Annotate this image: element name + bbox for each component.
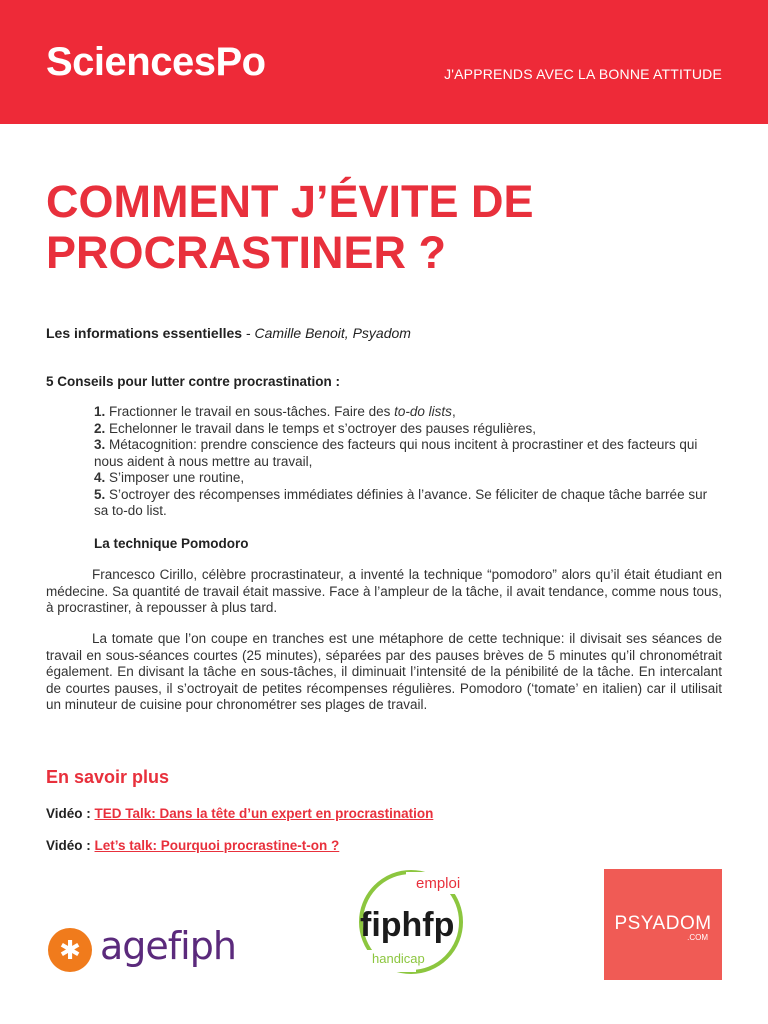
tip-text: Métacognition: prendre conscience des facteurs qui nous incitent à procrastiner et des facteurs qui nous aident à nous mettre au travail, — [94, 437, 698, 469]
tip-number: 3. — [94, 437, 106, 452]
header-tagline: J'APPRENDS AVEC LA BONNE ATTITUDE — [444, 66, 722, 82]
tip-item — [94, 470, 720, 487]
agefiph-logo — [48, 920, 248, 980]
sciencespo-logo: SciencesPo — [46, 40, 266, 84]
tip-text: Fractionner le travail en sous-tâches. Faire des — [105, 404, 395, 419]
video-label: Vidéo : — [46, 806, 95, 821]
tip-number: 5. — [94, 486, 106, 502]
tips-intro: 5 Conseils pour lutter contre procrastination : — [46, 374, 341, 389]
tip-text: Echelonner le travail dans le temps et s’octroyer des pauses régulières, — [105, 420, 536, 436]
agefiph-figure-icon: ✱ — [48, 928, 92, 972]
title-line-2: PROCRASTINER ? — [46, 227, 447, 278]
tips-list — [94, 404, 720, 520]
tip-item — [94, 421, 720, 438]
tip-emphasis: to-do lists — [394, 404, 452, 419]
fiphfp-bottom-text: handicap — [372, 951, 425, 966]
psyadom-wordmark: PSYADOM — [614, 913, 712, 934]
fiphfp-main-text: fiphfp — [360, 906, 455, 944]
tip-item — [94, 437, 720, 470]
tip-text: S’imposer une routine, — [105, 470, 245, 485]
tip-number: 2. — [94, 420, 106, 436]
byline-author: Camille Benoit, Psyadom — [254, 325, 411, 341]
psyadom-suffix: .COM — [687, 933, 708, 942]
video-label: Vidéo : — [46, 838, 95, 853]
tip-item — [94, 404, 720, 421]
psyadom-logo — [604, 869, 722, 980]
tip-item — [94, 487, 720, 520]
more-heading: En savoir plus — [46, 767, 170, 787]
tip-number: 4. — [94, 470, 106, 485]
agefiph-wordmark: agefiph — [100, 924, 236, 968]
ted-talk-link[interactable]: TED Talk: Dans la tête d’un expert en procrastination — [94, 806, 434, 821]
technique-paragraph-2: La tomate que l’on coupe en tranches est une métaphore de cette technique: il divisait ses séances de travail en sous-séances courtes (25 minutes), séparées par des pauses brèves de 5 minutes qu’il chronométrait également. En divisant la tâche en sous-tâches, il diminuait l’intensité de la pénibilité de la tâche. En intercalant de courtes pauses, il s’octroyait de petites récompenses régulières. Pomodoro (‘tomate’ en italien) car il utilisait un minuteur de cuisine pour chronométrer ses plages de travail. — [46, 631, 722, 712]
byline — [46, 325, 411, 341]
video-link-row — [46, 838, 339, 853]
video-link-row — [46, 806, 433, 821]
tip-number: 1. — [94, 404, 106, 419]
byline-label: Les informations essentielles — [46, 325, 243, 341]
fiphfp-logo — [356, 866, 466, 978]
title-line-1: COMMENT J’ÉVITE DE — [46, 176, 534, 227]
technique-paragraph-1: Francesco Cirillo, célèbre procrastinateur, a inventé la technique “pomodoro” alors qu’il était étudiant en médecine. Sa quantité de travail était massive. Face à l’ampleur de la tâche, il avait tendance, comme nous tous, à procrastiner, à repousser à plus tard. — [46, 567, 722, 615]
page-title — [46, 176, 726, 278]
byline-separator: - — [242, 325, 255, 341]
technique-heading: La technique Pomodoro — [94, 536, 249, 551]
header-banner — [0, 0, 768, 124]
fiphfp-top-text: emploi — [416, 875, 461, 892]
lets-talk-link[interactable]: Let’s talk: Pourquoi procrastine-t-on ? — [94, 838, 340, 853]
tip-tail: , — [451, 404, 456, 419]
tip-text: S’octroyer des récompenses immédiates définies à l’avance. Se féliciter de chaque tâche barrée sur sa to-do list. — [94, 486, 708, 518]
